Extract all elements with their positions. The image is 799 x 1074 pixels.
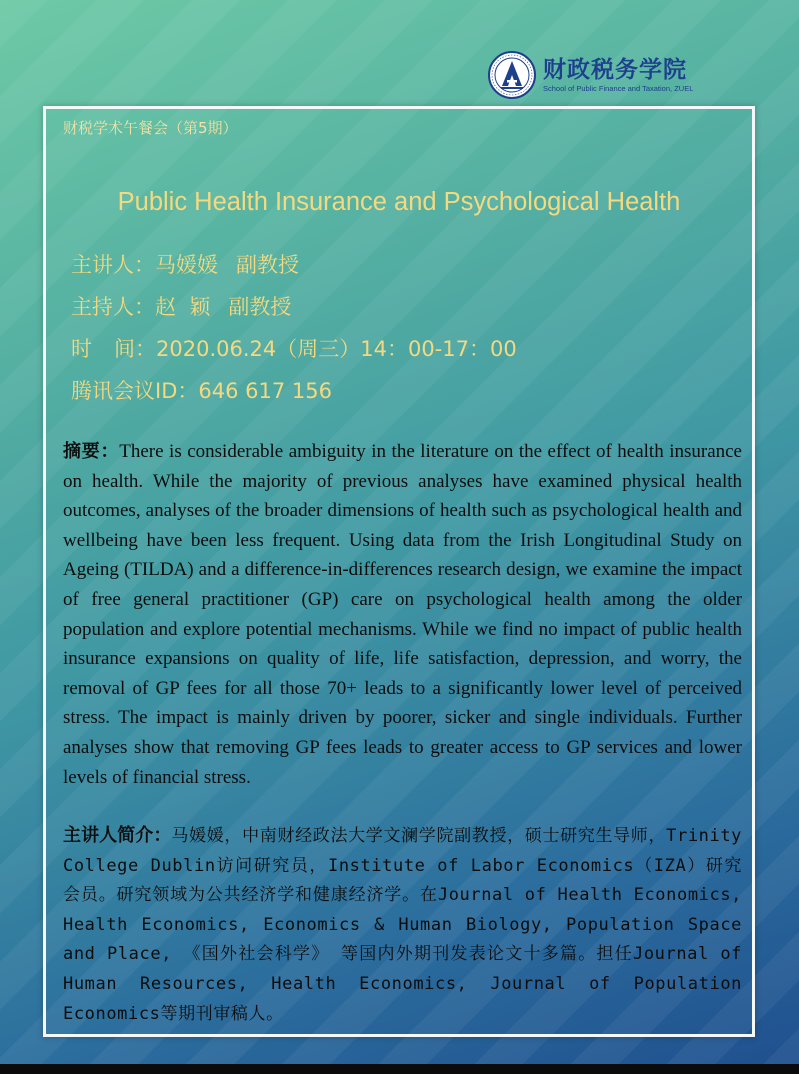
time-label-first: 时 xyxy=(71,337,92,361)
logo-text xyxy=(543,56,693,94)
bio-text: 马媛媛，中南财经政法大学文澜学院副教授，硕士研究生导师，Trinity College Dublin访问研究员，Institute of Labor Economics（IZA）研究会员。研究领域为公共经济学和健康经济学。在Journal of Health Economics, Health Economics, Economics & Human Biology, Population Space and Place, 《国外社会科学》 等国内外期刊发表论文十多篇。担任Journal of Human Resources, Health Economics, Journal of Population Economics等期刊审稿人。 xyxy=(63,826,742,1024)
bottom-bar xyxy=(0,1064,799,1074)
host-title: 副教授 xyxy=(228,295,292,319)
speaker-line xyxy=(71,250,299,280)
abstract-label: 摘要： xyxy=(63,441,120,462)
series-label: 财税学术午餐会（第5期） xyxy=(63,119,238,137)
university-emblem-icon xyxy=(487,50,537,100)
time-label-second: 间： xyxy=(114,337,156,361)
abstract-paragraph xyxy=(63,437,742,792)
speaker-label: 主讲人： xyxy=(71,253,155,277)
host-line xyxy=(71,292,291,322)
school-name: 财政税务学院 xyxy=(543,56,687,83)
school-logo xyxy=(487,48,717,102)
time-value: 2020.06.24（周三）14：00-17：00 xyxy=(156,337,517,361)
meeting-line xyxy=(71,376,332,406)
speaker-name: 马媛媛 xyxy=(155,253,218,277)
bio-paragraph xyxy=(63,821,742,1029)
time-line xyxy=(71,334,517,364)
meeting-label: 腾讯会议ID： xyxy=(71,379,199,403)
speaker-title: 副教授 xyxy=(236,253,299,277)
host-label: 主持人： xyxy=(71,295,155,319)
lecture-title: Public Health Insurance and Psychological Health xyxy=(117,188,681,216)
school-english-name: School of Public Finance and Taxation, ZUEL xyxy=(543,84,694,93)
bio-label: 主讲人简介： xyxy=(63,825,172,846)
abstract-text: There is considerable ambiguity in the literature on the effect of health insurance on health. While the majority of previous analyses have examined physical health outcomes, analyses of the broader dimensions of health such as psychological health and wellbeing have been less frequent. Using data from the Irish Longitudinal Study on Ageing (TILDA) and a difference-in-differences research design, we examine the impact of free general practitioner (GP) care on psychological health among the older population and explore potential mechanisms. While we find no impact of public health insurance expansions on quality of life, life satisfaction, depression, and worry, the removal of GP fees for all those 70+ leads to a significantly lower level of perceived stress. The impact is mainly driven by poorer, sicker and single individuals. Further analyses show that removing GP fees leads to greater access to GP services and lower levels of financial stress. xyxy=(63,441,742,788)
host-name: 赵 颖 xyxy=(155,295,211,319)
meeting-id: 646 617 156 xyxy=(198,379,332,403)
